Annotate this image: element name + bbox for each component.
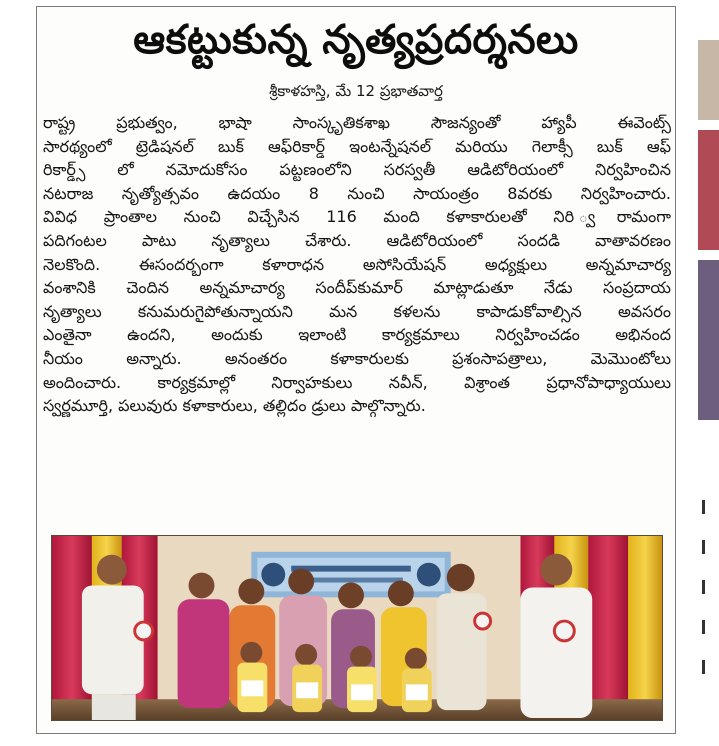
article-line: సారథ్యంలో ట్రెడిషనల్ బుక్ ఆఫ్‌రికార్డ్ ఇంటన్నేషనల్ మరియు గెలాక్సీ బుక్ ఆఫ్ xyxy=(43,136,671,156)
adjacent-clipping-illustration xyxy=(692,0,719,746)
article-line: స్వర్ణమూర్తి, పలువురు కళాకారులు, తల్లిదం డ్రులు పాల్గొన్నారు. xyxy=(43,396,426,416)
adjacent-clipping-edge xyxy=(692,0,719,746)
article-line: పదిగంటల పాటు నృత్యాలు చేశారు. ఆడిటోరియంలో సందడి వాతావరణం xyxy=(43,230,671,250)
article-headline: ఆకట్టుకున్న నృత్యప్రదర్శనలు xyxy=(133,17,579,63)
article-line: నీయం అన్నారు. అనంతరం కళాకారులకు ప్రశంసాపత్రాలు, మెమొంటోలు xyxy=(43,348,671,368)
article-line: నటరాజ నృత్యోత్సవం ఉదయం 8 నుంచి సాయంత్రం 8వరకు నిర్వహించారు. xyxy=(43,183,671,203)
article-line: ఎంతైనా ఉందని, అందుకు ఇలాంటి కార్యక్రమాలు నిర్వహించడం అభినంద xyxy=(43,325,671,345)
article-line: వివిధ ప్రాంతాల నుంచి విచ్చేసిన 116 మంది కళాకారులతో నిరి ్వరామంగా xyxy=(43,207,671,227)
newspaper-clipping xyxy=(36,6,676,734)
article-line: వంశానికి చెందిన అన్నమాచార్య సందీప్‌కుమార్ మాట్లాడుతూ నేడు సంప్రదాయ xyxy=(43,278,671,298)
article-line: నృత్యాలు కనుమరుగైపోతున్నాయని మన కళలను కాపాడుకోవాల్సిన అవసరం xyxy=(43,301,671,321)
article-line: అందించారు. కార్యక్రమాల్లో నిర్వాహకులు నవీన్, విశ్రాంత ప్రధానోపాధ్యాయులు xyxy=(43,372,671,392)
article-line: రాష్ట్ర ప్రభుత్వం, భాషా సాంస్కృతికశాఖ సౌజన్యంతో హ్యాపీ ఈవెంట్స్ xyxy=(43,113,671,132)
event-photo xyxy=(51,535,663,721)
article-body xyxy=(43,111,671,418)
event-photo-illustration xyxy=(52,536,662,720)
article-line: నెలకొంది. ఈసందర్భంగా కళారాధన అసోసియేషన్ అధ్యక్షులు అన్నమాచార్య xyxy=(43,254,671,274)
article-line: రికార్డ్స్ లో నమోదుకోసం పట్టణంలోని సరస్వతీ ఆడిటోరియంలో నిర్వహించిన xyxy=(43,160,671,180)
article-dateline: శ్రీకాళహస్తి, మే 12 ప్రభాతవార్త xyxy=(269,82,443,100)
